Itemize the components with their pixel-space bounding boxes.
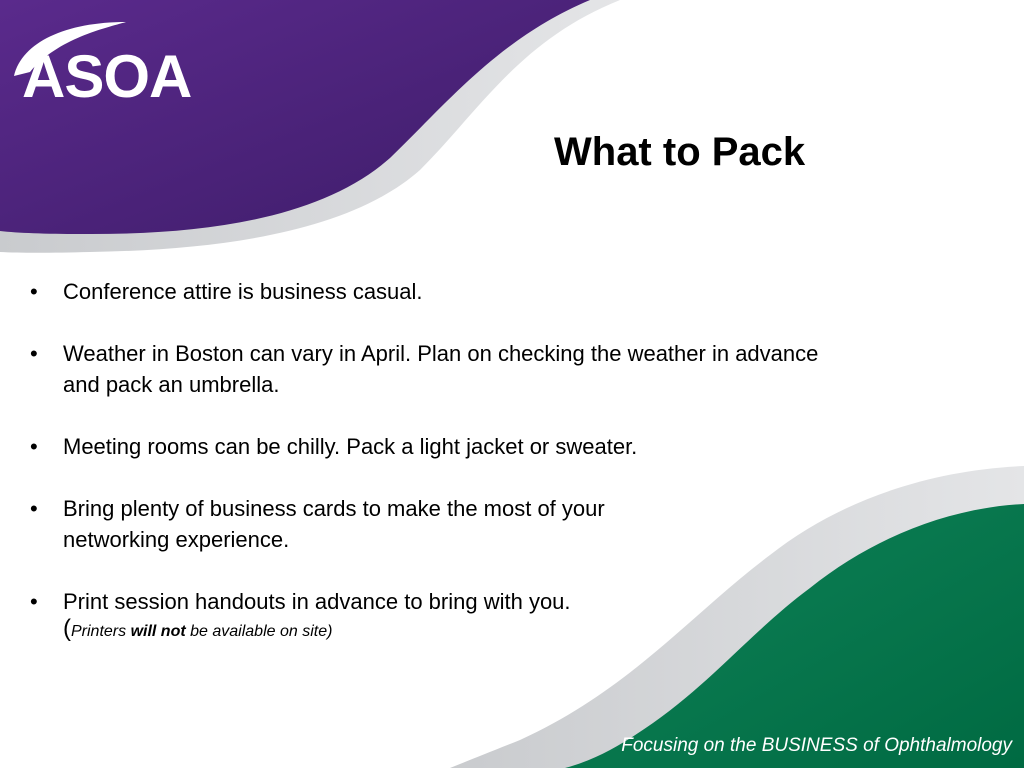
- logo-text: ASOA: [22, 43, 192, 110]
- footer-tagline: Focusing on the BUSINESS of Ophthalmology: [621, 735, 1012, 756]
- printer-note: [63, 615, 850, 642]
- bullet-text: Meeting rooms can be chilly. Pack a light jacket or sweater.: [63, 434, 638, 459]
- bullet-item: [30, 276, 850, 307]
- asoa-logo: [6, 14, 226, 110]
- bullet-text: Bring plenty of business cards to make the most of your networking experience.: [63, 496, 605, 552]
- bullet-text: Weather in Boston can vary in April. Plan on checking the weather in advance and pack an umbrella.: [63, 341, 819, 397]
- bullet-icon: •: [30, 341, 38, 366]
- slide-title: What to Pack: [554, 130, 806, 174]
- bullet-item: [30, 338, 850, 400]
- bullet-icon: •: [30, 589, 38, 614]
- note-text-after: be available on site): [185, 623, 333, 640]
- bullet-text: Conference attire is business casual.: [63, 279, 423, 304]
- bullet-item: [30, 431, 850, 462]
- bullet-item: [30, 493, 850, 555]
- bullet-text: Print session handouts in advance to bring with you.: [63, 589, 571, 614]
- note-text-before: Printers: [71, 623, 131, 640]
- bullet-item: [30, 586, 850, 642]
- bullet-list: [30, 276, 850, 642]
- note-emphasis: will not: [130, 623, 186, 640]
- bullet-icon: •: [30, 496, 38, 521]
- note-open-paren: (: [63, 615, 71, 642]
- bullet-icon: •: [30, 279, 38, 304]
- bullet-icon: •: [30, 434, 38, 459]
